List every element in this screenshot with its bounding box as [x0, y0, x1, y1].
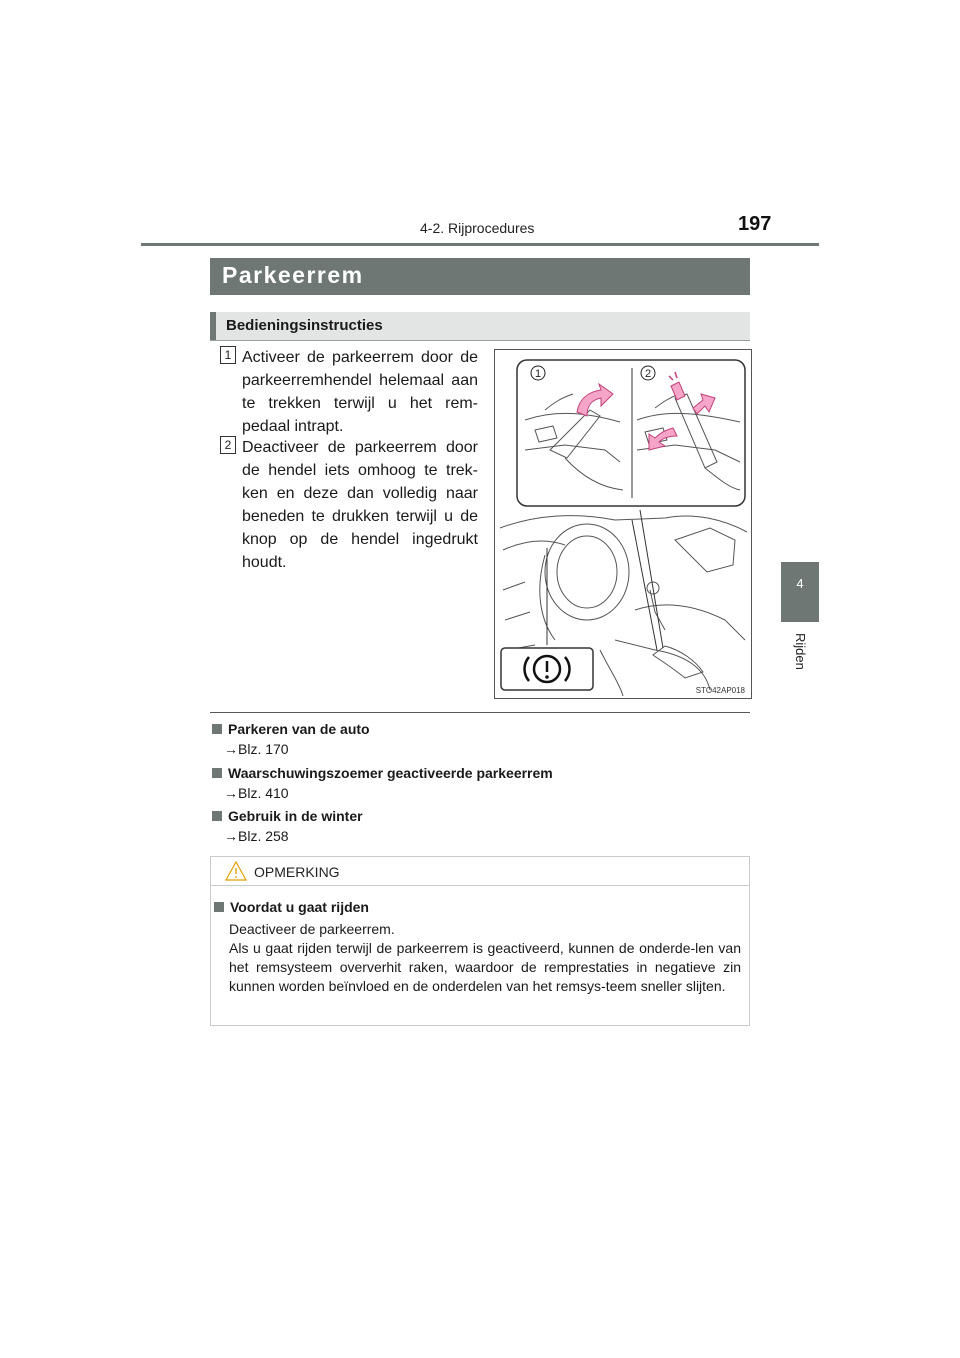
notice-header-rule: [211, 885, 749, 886]
step-1-text: Activeer de parkeerrem door de parkeerremhendel helemaal aan te trekken terwijl u het rem-pedaal intrapt.: [242, 349, 478, 435]
reference-heading-2: [212, 765, 553, 781]
bullet-square-icon: [214, 902, 224, 912]
notice-subheading-text: Voordat u gaat rijden: [230, 899, 369, 915]
illustration-drawing: [495, 350, 751, 698]
reference-heading-3: [212, 808, 363, 824]
section-header: 4-2. Rijprocedures: [420, 220, 535, 236]
bullet-square-icon: [212, 811, 222, 821]
illustration-code: STO42AP018: [695, 686, 745, 695]
page-title: Parkeerrem: [222, 262, 364, 288]
subheading-accent: [210, 312, 216, 340]
parking-brake-warning-icon: [501, 648, 593, 690]
subheading-rule: [210, 340, 750, 341]
notice-subheading: [214, 899, 369, 915]
reference-heading-2-text: Waarschuwingszoemer geactiveerde parkeerrem: [228, 765, 553, 781]
chapter-label: Rijden: [793, 633, 808, 670]
reference-link-2[interactable]: →Blz. 410: [224, 785, 289, 801]
parking-brake-illustration: [494, 349, 752, 699]
bullet-square-icon: [212, 724, 222, 734]
page-number: 197: [738, 213, 772, 235]
notice-line-2: Als u gaat rijden terwijl de parkeerrem is geactiveerd, kunnen de onderde-len van het remsysteem oververhit raken, waardoor de remprestaties in negatieve zin kunnen worden beïnvloed en de onderdelen van het remsys-teem sneller slijten.: [229, 940, 741, 994]
callout-2: 2: [644, 368, 652, 380]
subheading: Bedieningsinstructies: [226, 317, 383, 334]
reference-heading-1-text: Parkeren van de auto: [228, 721, 370, 737]
header-rule: [141, 243, 819, 246]
step-1-badge: 1: [220, 346, 236, 364]
reference-link-1[interactable]: →Blz. 170: [224, 741, 289, 757]
bullet-square-icon: [212, 768, 222, 778]
chapter-number: 4: [796, 576, 804, 591]
callout-1: 1: [534, 368, 542, 380]
notice-body: [229, 920, 741, 996]
notice-title: OPMERKING: [254, 864, 340, 880]
reference-link-3[interactable]: →Blz. 258: [224, 828, 289, 844]
section-separator: [210, 712, 750, 713]
reference-heading-1: [212, 721, 370, 737]
chapter-label-wrap: [784, 633, 816, 693]
notice-line-1: Deactiveer de parkeerrem.: [229, 921, 395, 937]
chapter-tab: [781, 562, 819, 622]
reference-heading-3-text: Gebruik in de winter: [228, 808, 363, 824]
step-2-text: Deactiveer de parkeerrem door de hendel iets omhoog te trek-ken en deze dan volledig naar beneden te drukken terwijl u de knop op de hendel ingedrukt houdt.: [242, 439, 478, 571]
step-2-badge: 2: [220, 436, 236, 454]
warning-triangle-icon: [224, 860, 248, 882]
